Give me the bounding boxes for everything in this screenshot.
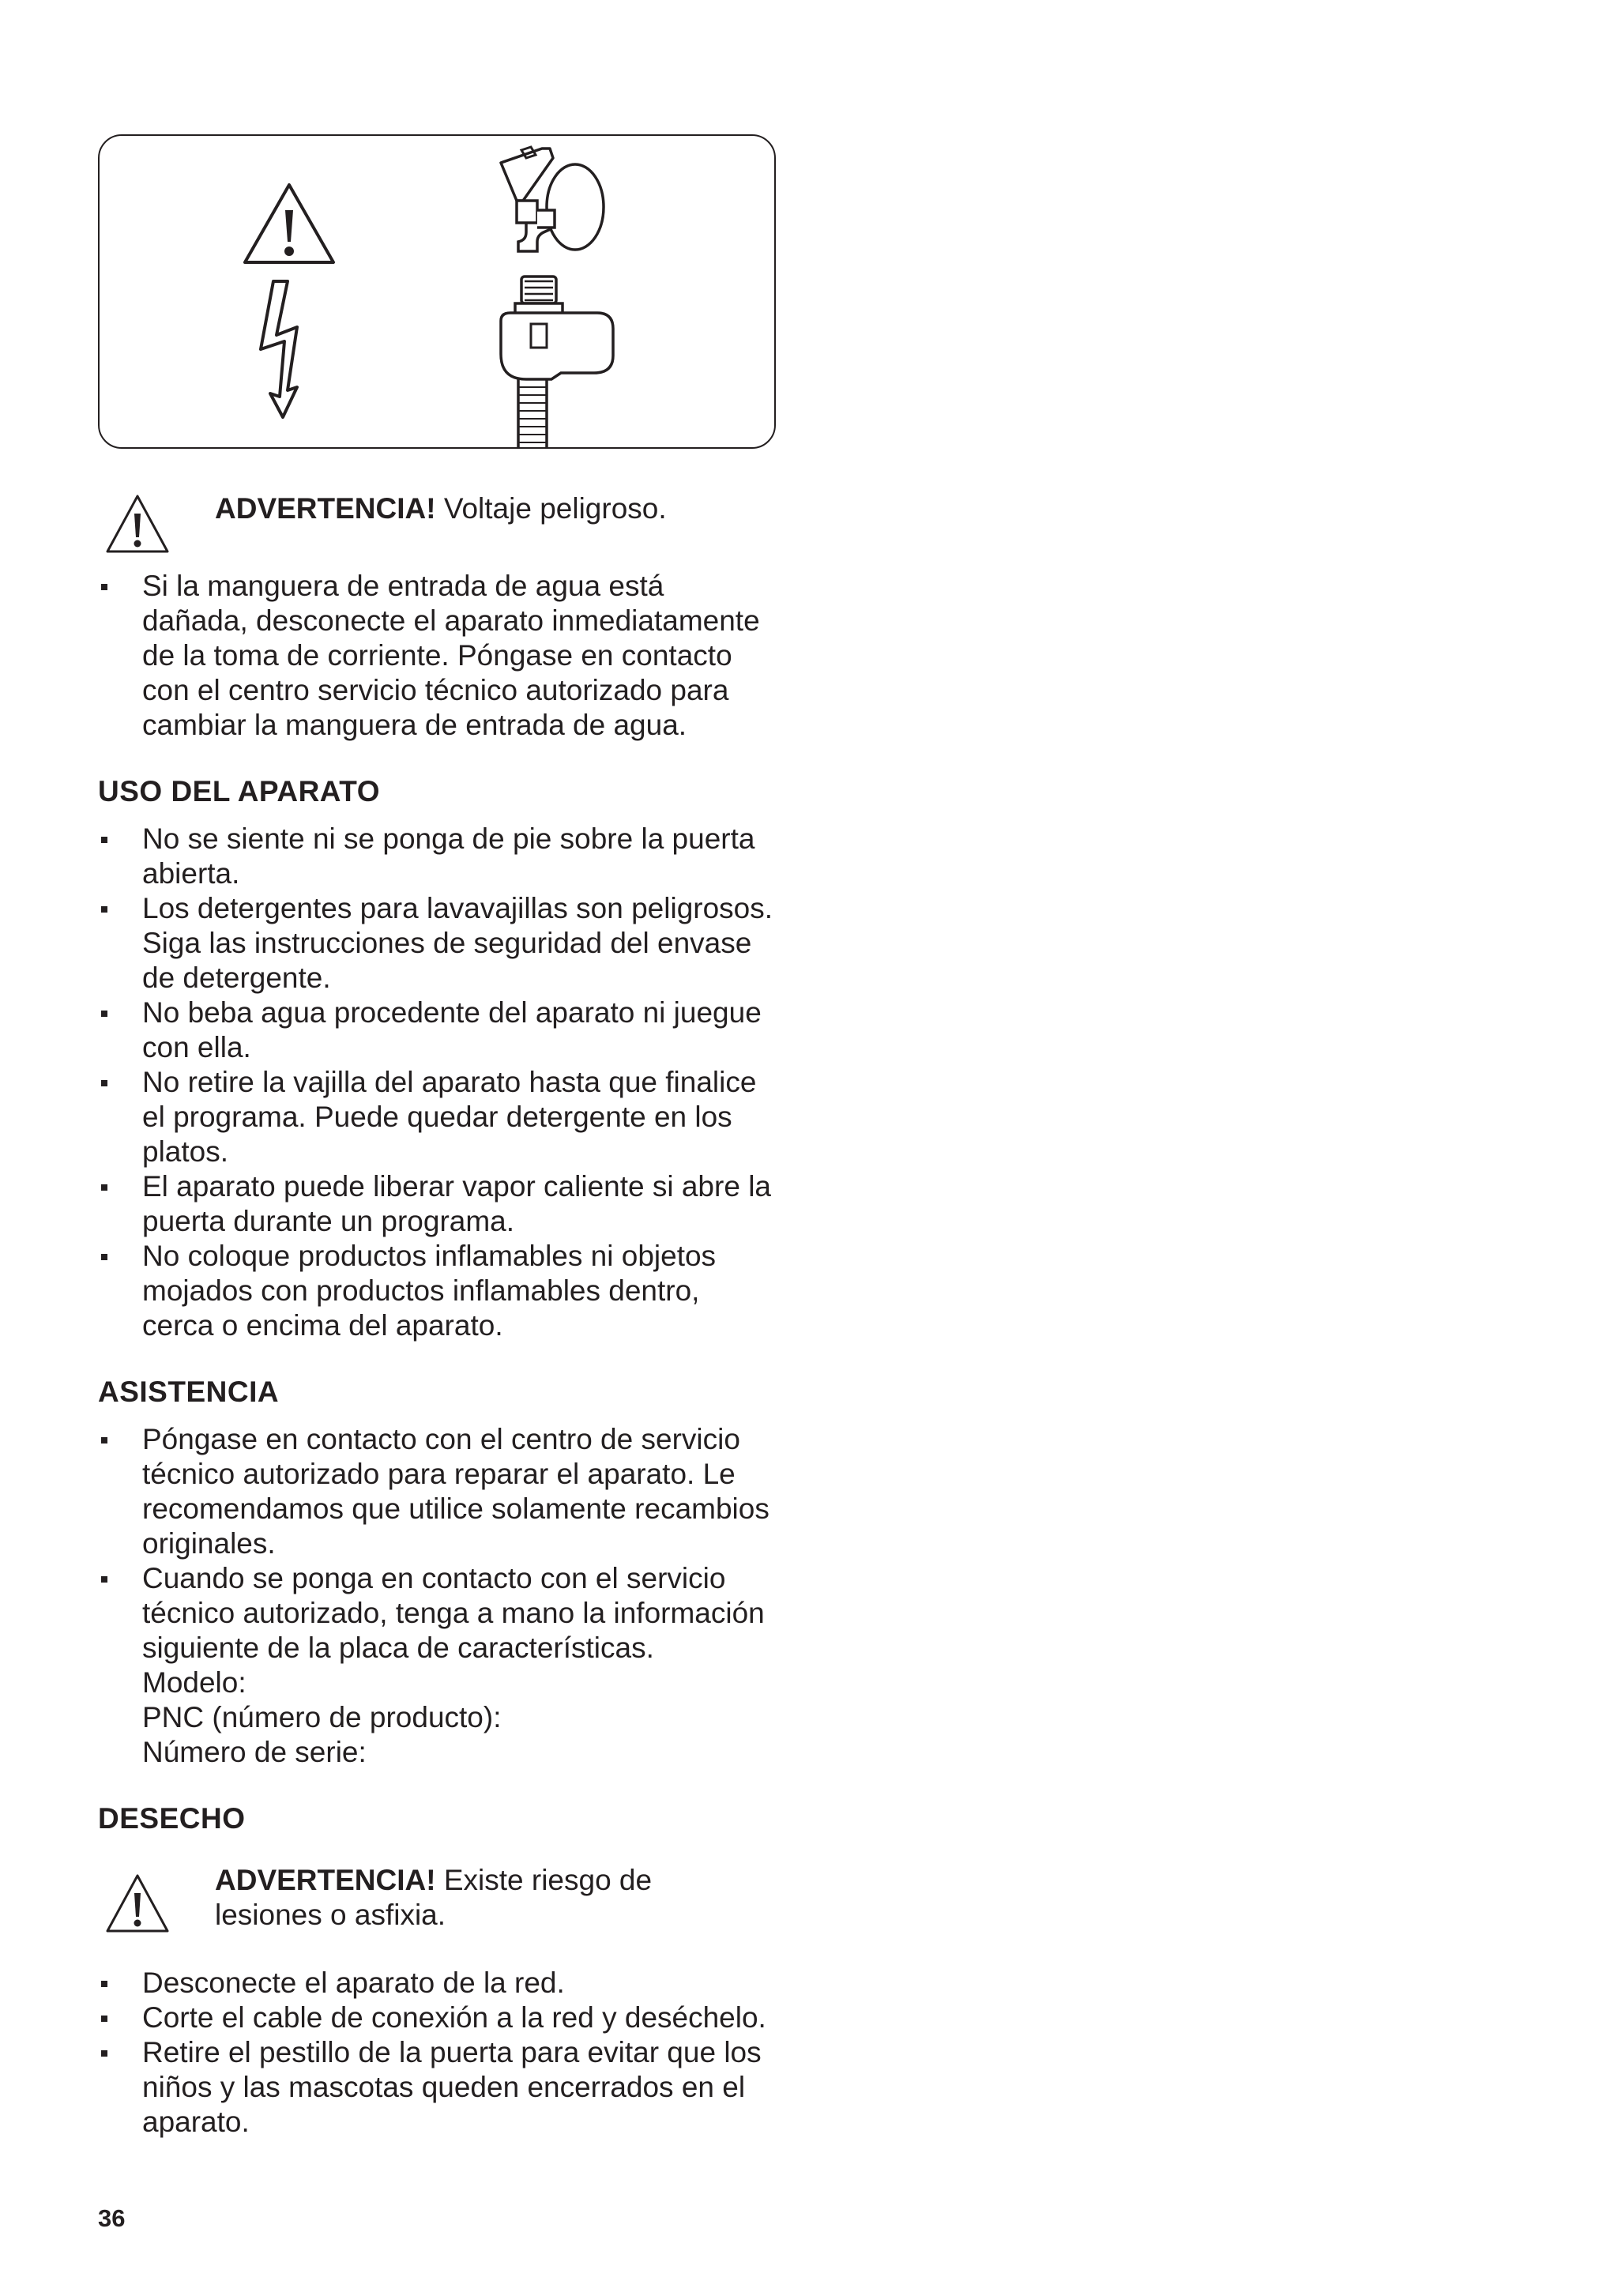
section-heading-asistencia: ASISTENCIA (98, 1376, 280, 1408)
section-heading-desecho: DESECHO (98, 1802, 246, 1835)
water-tap-icon (495, 144, 613, 262)
list-item: Póngase en contacto con el centro de servicio técnico autorizado para reparar el aparato. Le recomendamos que utilice solamente recambios originales. (98, 1422, 785, 1561)
page-number: 36 (98, 2204, 126, 2232)
list-item: Los detergentes para lavavajillas son peligrosos. Siga las instrucciones de seguridad del envase de detergente. (98, 891, 785, 996)
electric-hazard-icon (256, 278, 319, 420)
inlet-hose-icon (495, 269, 629, 450)
list-item: El aparato puede liberar vapor caliente si abre la puerta durante un programa. (98, 1169, 785, 1239)
safety-illustration (98, 134, 776, 449)
list-item: Retire el pestillo de la puerta para evitar que los niños y las mascotas queden encerrados en el aparato. (98, 2035, 785, 2140)
list-item: Cuando se ponga en contacto con el servicio técnico autorizado, tenga a mano la información siguiente de la placa de características. Modelo: PNC (número de producto): Número de serie: (98, 1561, 785, 1770)
warning-label: ADVERTENCIA! (215, 492, 436, 525)
desecho-list (98, 1966, 785, 2140)
list-item: No se siente ni se ponga de pie sobre la puerta abierta. (98, 822, 785, 891)
section-heading-uso: USO DEL APARATO (98, 775, 380, 807)
warning-text: Existe riesgo de lesiones o asfixia. (215, 1864, 653, 1931)
warning-label: ADVERTENCIA! (215, 1864, 436, 1896)
asistencia-list (98, 1422, 785, 1770)
list-item: No beba agua procedente del aparato ni juegue con ella. (98, 996, 785, 1065)
warning-triangle-icon (104, 493, 171, 555)
warning-text: Voltaje peligroso. (435, 492, 667, 525)
warning-triangle-icon (104, 1873, 171, 1934)
hose-warning-list (98, 569, 785, 743)
list-item: Desconecte el aparato de la red. (98, 1966, 785, 2001)
uso-list (98, 822, 785, 1343)
list-item: No retire la vajilla del aparato hasta que finalice el programa. Puede quedar detergente en los platos. (98, 1065, 785, 1169)
list-item: Corte el cable de conexión a la red y deséchelo. (98, 2001, 785, 2035)
list-item: Si la manguera de entrada de agua está dañada, desconecte el aparato inmediatamente de la toma de corriente. Póngase en contacto con el centro servicio técnico autorizado para cambiar la manguera de entrada de agua. (98, 569, 785, 743)
warning-triangle-icon (240, 180, 338, 267)
list-item: No coloque productos inflamables ni objetos mojados con productos inflamables dentro, cerca o encima del aparato. (98, 1239, 785, 1343)
